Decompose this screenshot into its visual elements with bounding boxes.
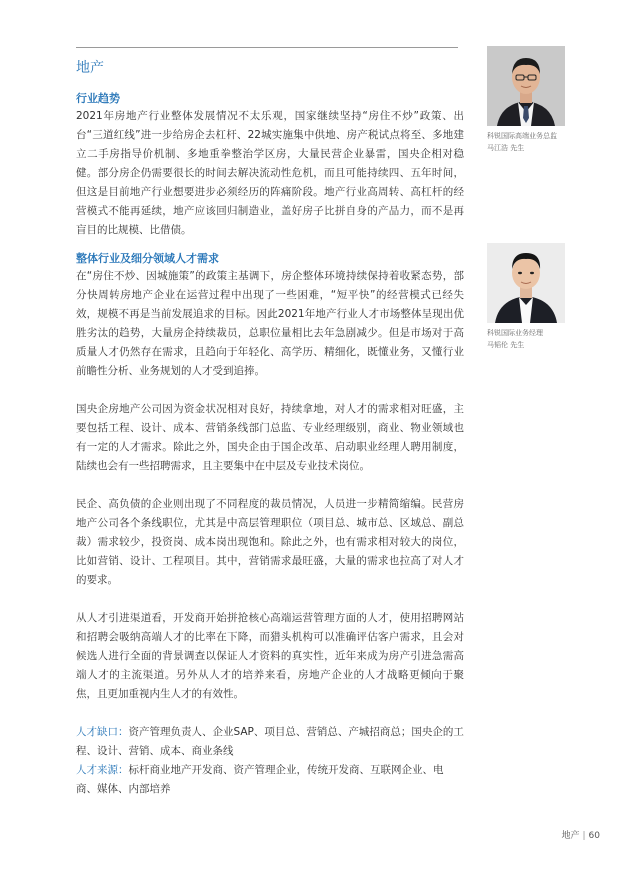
person-name: 马韬伦 先生 [487,341,525,349]
person-title: 科锐国际高端业务总监 [487,132,557,140]
section-title: 地产 [76,60,104,76]
top-rule [76,47,458,48]
paragraph: 在“房住不炒、因城施策”的政策主基调下，房企整体环境持续保持着收紧态势，部分快周转房地产企业在运营过程中出现了一些困难，“短平快”的经营模式已经失效，规模不再是当前发展追求的目标。因此2021年地产行业人才市场整体呈现出优胜劣汰的趋势，大量房企持续裁员，总职位量相比去年急剧减少。但是市场对于高质量人才仍然存在需求，且趋向于年轻化、高学历、精细化，既懂业务，又懂行业前瞻性分析、业务规划的人才受到追捧。 [76,270,464,377]
subheading-industry-trend: 行业趋势 [76,92,120,105]
subheading-talent-demand: 整体行业及细分领域人才需求 [76,252,219,265]
paragraph: 从人才引进渠道看，开发商开始拼抢核心高端运营管理方面的人才，使用招聘网站和招聘会吸纳高端人才的比率在下降，而猎头机构可以准确评估客户需求，且会对候选人进行全面的背景调查以保证人才资料的真实性，近年来成为房产引进急需高端人才的主流渠道。另外从人才的培养来看，房地产企业的人才战略更倾向于聚焦，且更加重视内生人才的有效性。 [76,612,464,700]
person-title: 科锐国际业务经理 [487,329,543,337]
page-number: 60 [588,831,600,841]
person-caption [487,130,567,154]
portrait-illustration [487,243,565,323]
portrait-illustration [487,46,565,126]
paragraph: 2021年房地产行业整体发展情况不太乐观，国家继续坚持“房住不炒”政策、出台“三道红线”进一步给房企去杠杆、22城实施集中供地、房产税试点将至、多地建立二手房指导价机制、多地重拳整治学区房，大量民营企业暴雷，国央企相对稳健。部分房企仍需要很长的时间去解决流动性危机，而且可能持续四、五年时间，但这是目前地产行业想要进步必须经历的阵痛阶段。地产行业高周转、高杠杆的经营模式不能再延续，地产应该回归制造业，盖好房子比拼自身的产品力，而不是再盲目的比规模、比借债。 [76,110,464,236]
talent-shortage [76,723,464,761]
talent-source-text: 标杆商业地产开发商、资产管理企业，传统开发商、互联网企业、电商、媒体、内部培养 [76,764,444,795]
person-name: 马江浩 先生 [487,144,525,152]
portrait-photo [487,46,565,126]
talent-shortage-label: 人才缺口： [76,726,129,738]
paragraph: 国央企房地产公司因为资金状况相对良好，持续拿地，对人才的需求相对旺盛，主要包括工程、设计、成本、营销条线部门总监、专业经理级别，商业、物业领域也有一定的人才需求。除此之外，国央企由于国企改革、启动职业经理人聘用制度，陆续也会有一些招聘需求，且主要集中在中层及专业技术岗位。 [76,403,464,472]
footer-section: 地产 [561,831,580,841]
footer-separator: | [582,831,586,841]
paragraph: 民企、高负债的企业则出现了不同程度的裁员情况，人员进一步精简缩编。民营房地产公司各个条线职位，尤其是中高层管理职位（项目总、城市总、区域总、副总裁）需求较少，投资岗、成本岗出现饱和。除此之外，也有需求相对较大的岗位，比如营销、设计、工程项目。其中，营销需求最旺盛，大量的需求也拉高了对人才的要求。 [76,498,464,586]
person-caption [487,327,567,351]
person-card-2 [487,243,567,351]
person-card-1 [487,46,567,154]
talent-source [76,761,464,799]
talent-shortage-text: 资产管理负责人、企业SAP、项目总、营销总、产城招商总；国央企的工程、设计、营销、成本、商业条线 [76,726,464,757]
main-column [76,90,464,799]
talent-source-label: 人才来源： [76,764,129,776]
page-footer [561,828,600,841]
portrait-photo [487,243,565,323]
